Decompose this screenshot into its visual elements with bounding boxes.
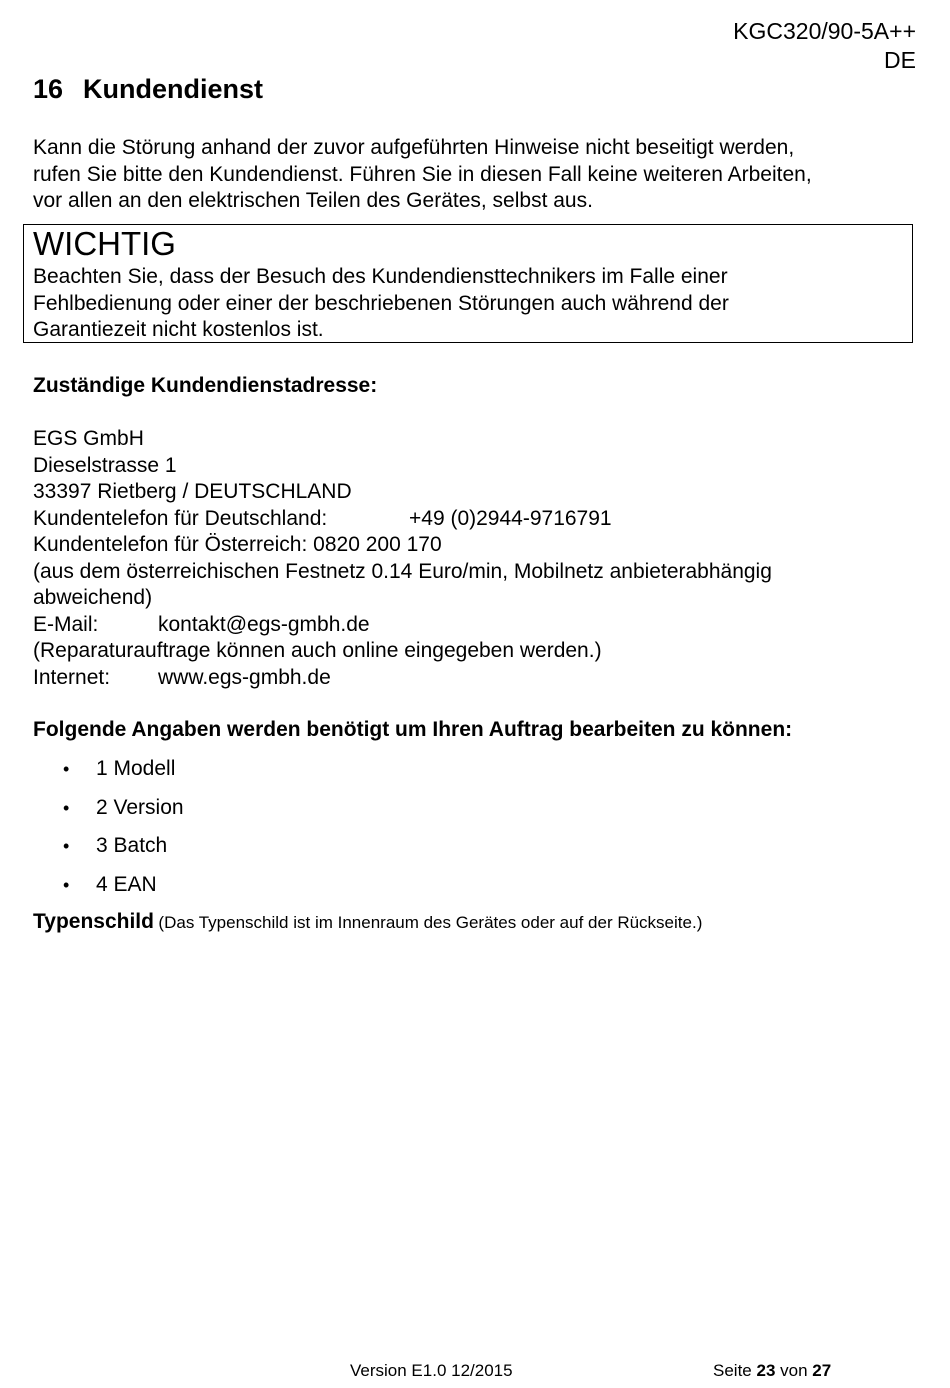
internet-row: [33, 665, 772, 692]
list-item: [63, 756, 184, 795]
street: Dieselstrasse 1: [33, 453, 177, 477]
list-item-text: 3 Batch: [96, 834, 168, 857]
bullet-icon: •: [63, 874, 70, 895]
page-current: 23: [756, 1361, 776, 1380]
address-heading: Zuständige Kundendienstadresse:: [33, 374, 378, 397]
header-model: KGC320/90-5A++: [733, 18, 916, 44]
tariff-note-line: abweichend): [33, 586, 153, 609]
notice-line: Beachten Sie, dass der Besuch des Kundendiensttechnikers im Falle einer: [33, 265, 728, 288]
email-address: kontakt@egs-gmbh.de: [158, 612, 370, 636]
list-item: [63, 872, 184, 911]
intro-line: Kann die Störung anhand der zuvor aufgeführten Hinweise nicht beseitigt werden,: [33, 136, 795, 159]
repair-note: (Reparaturauftrage können auch online eingegeben werden.): [33, 639, 602, 662]
header-language: DE: [884, 47, 916, 73]
requirements-list: [63, 756, 184, 910]
typeplate-note: (Das Typenschild ist im Innenraum des Gerätes oder auf der Rückseite.): [158, 913, 703, 932]
bullet-icon: •: [63, 836, 70, 856]
address-block: [33, 426, 772, 691]
notice-text: [33, 264, 729, 344]
page-total: 27: [812, 1361, 832, 1380]
list-item-text: 1 Modell: [96, 757, 176, 780]
internet-address: www.egs-gmbh.de: [158, 665, 331, 689]
requirements-heading: Folgende Angaben werden benötigt um Ihren Auftrag bearbeiten zu können:: [33, 718, 793, 741]
phone-de-number: +49 (0)2944-9716791: [409, 506, 612, 530]
intro-line: vor allen an den elektrischen Teilen des Gerätes, selbst aus.: [33, 189, 593, 212]
internet-label: Internet:: [33, 665, 111, 689]
notice-line: Fehlbedienung oder einer der beschriebenen Störungen auch während der: [33, 291, 729, 315]
footer-page-number: [713, 1361, 831, 1381]
section-title: [33, 74, 263, 104]
city: 33397 Rietberg / DEUTSCHLAND: [33, 480, 352, 503]
intro-paragraph: [33, 135, 812, 215]
section-title-text: Kundendienst: [83, 74, 263, 104]
typeplate-label: Typenschild: [33, 910, 154, 933]
email-row: [33, 612, 772, 639]
tariff-note-line: (aus dem österreichischen Festnetz 0.14 Euro/min, Mobilnetz anbieterabhängig: [33, 559, 772, 583]
list-item-text: 4 EAN: [96, 872, 157, 896]
page-separator: von: [780, 1361, 808, 1380]
list-item: [63, 833, 184, 872]
phone-de-label: Kundentelefon für Deutschland:: [33, 506, 328, 530]
phone-at-row: Kundentelefon für Österreich: 0820 200 170: [33, 533, 442, 556]
typeplate-line: [33, 909, 702, 937]
footer-version: Version E1.0 12/2015: [350, 1361, 513, 1380]
bullet-icon: •: [63, 759, 70, 779]
bullet-icon: •: [63, 797, 70, 818]
intro-line: rufen Sie bitte den Kundendienst. Führen Sie in diesen Fall keine weiteren Arbeiten,: [33, 162, 812, 186]
notice-title: WICHTIG: [33, 225, 176, 262]
list-item-text: 2 Version: [96, 795, 184, 819]
notice-line: Garantiezeit nicht kostenlos ist.: [33, 318, 324, 341]
email-label: E-Mail:: [33, 612, 99, 636]
company-name: EGS GmbH: [33, 427, 144, 450]
section-number: 16: [33, 74, 64, 104]
phone-de-row: [33, 506, 772, 533]
page-prefix: Seite: [713, 1361, 752, 1380]
list-item: [63, 795, 184, 834]
